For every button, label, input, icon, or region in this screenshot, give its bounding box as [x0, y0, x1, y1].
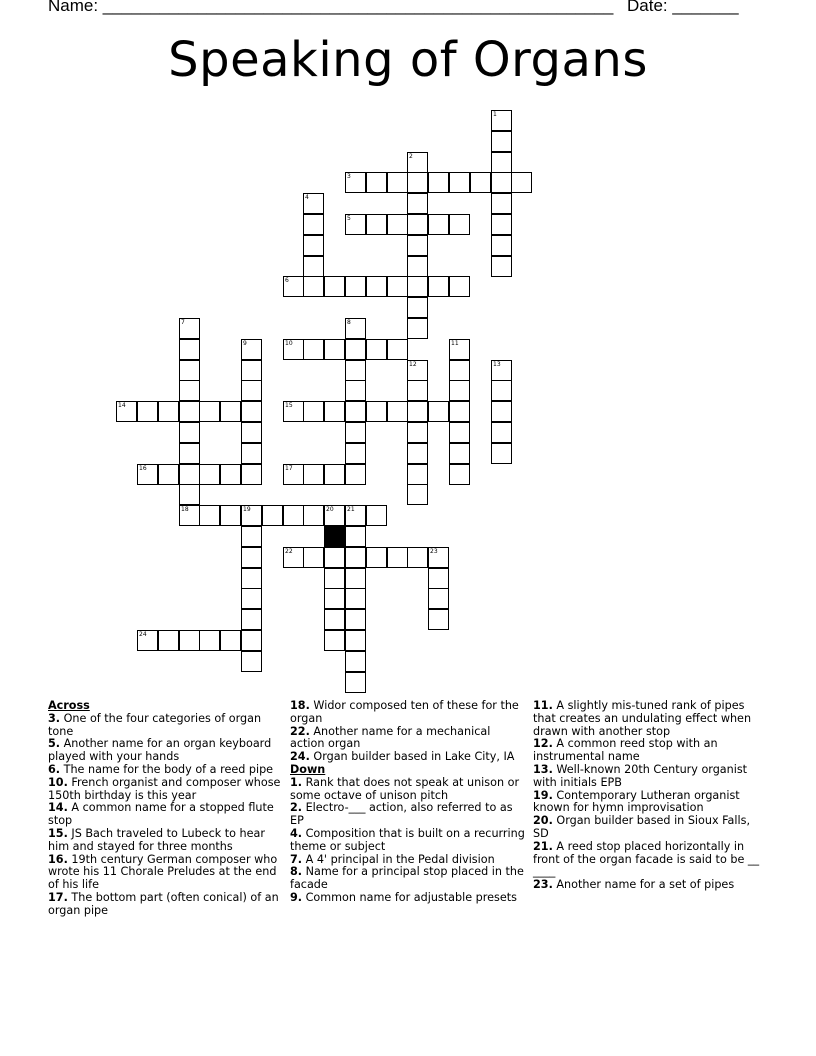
grid-cell[interactable]	[407, 235, 428, 256]
grid-cell[interactable]	[283, 276, 304, 297]
grid-cell[interactable]	[241, 339, 262, 360]
grid-cell[interactable]	[449, 339, 470, 360]
grid-cell[interactable]	[449, 464, 470, 485]
across-clue: 5. Another name for an organ keyboard played with your hands	[48, 737, 272, 764]
grid-cell[interactable]	[345, 422, 366, 443]
grid-cell[interactable]	[241, 505, 262, 526]
grid-cell[interactable]	[491, 235, 512, 256]
grid-cell[interactable]	[345, 401, 366, 422]
grid-cell[interactable]	[116, 401, 137, 422]
grid-cell[interactable]	[407, 360, 428, 381]
grid-cell[interactable]	[303, 547, 324, 568]
grid-cell[interactable]	[220, 464, 241, 485]
clue-number: 2	[409, 153, 413, 160]
clues-column-3	[533, 700, 769, 892]
grid-cell[interactable]	[345, 505, 366, 526]
clue-number: 14	[118, 402, 126, 409]
grid-cell[interactable]	[407, 172, 428, 193]
grid-cell[interactable]	[491, 422, 512, 443]
grid-cell[interactable]	[283, 339, 304, 360]
grid-cell[interactable]	[241, 609, 262, 630]
grid-cell[interactable]	[324, 630, 345, 651]
grid-cell[interactable]	[366, 505, 387, 526]
clue-number: 17	[285, 465, 293, 472]
across-clue: 24. Organ builder based in Lake City, IA	[290, 750, 515, 764]
grid-cell[interactable]	[449, 401, 470, 422]
grid-cell[interactable]	[428, 214, 449, 235]
down-clue: 20. Organ builder based in Sioux Falls, SD	[533, 814, 751, 840]
grid-cell[interactable]	[241, 526, 262, 547]
clue-number: 16	[139, 465, 147, 472]
clue-number: 5	[347, 215, 351, 222]
grid-cell[interactable]	[407, 401, 428, 422]
clue-number: 12	[409, 361, 417, 368]
grid-cell[interactable]	[407, 547, 428, 568]
clues-column-2	[290, 700, 526, 905]
down-heading: Down	[290, 762, 326, 776]
across-clue: 14. A common name for a stopped flute stop	[48, 801, 274, 828]
clue-number: 10	[285, 340, 293, 347]
down-clue: 7. A 4' principal in the Pedal division	[290, 852, 495, 866]
grid-cell[interactable]	[324, 568, 345, 589]
grid-cell[interactable]	[407, 276, 428, 297]
grid-cell[interactable]	[407, 318, 428, 339]
grid-cell[interactable]	[241, 547, 262, 568]
grid-cell[interactable]	[345, 443, 366, 464]
grid-cell[interactable]	[241, 443, 262, 464]
grid-cell[interactable]	[137, 630, 158, 651]
grid-cell[interactable]	[491, 380, 512, 401]
grid-cell[interactable]	[283, 464, 304, 485]
grid-cell[interactable]	[241, 380, 262, 401]
clue-number: 22	[285, 548, 293, 555]
grid-cell[interactable]	[491, 172, 512, 193]
across-clue: 3. One of the four categories of organ tone	[48, 711, 262, 738]
grid-cell[interactable]	[158, 464, 179, 485]
grid-cell[interactable]	[241, 360, 262, 381]
grid-cell[interactable]	[345, 672, 366, 693]
across-clue: 10. French organist and composer whose 150th birthday is this year	[48, 775, 281, 802]
clue-number: 20	[326, 506, 334, 513]
grid-cell[interactable]	[345, 630, 366, 651]
grid-cell[interactable]	[324, 609, 345, 630]
grid-cell[interactable]	[449, 422, 470, 443]
grid-cell[interactable]	[220, 505, 241, 526]
grid-cell[interactable]	[491, 401, 512, 422]
grid-cell[interactable]	[262, 505, 283, 526]
grid-cell[interactable]	[241, 568, 262, 589]
grid-cell[interactable]	[220, 401, 241, 422]
grid-cell[interactable]	[345, 568, 366, 589]
grid-cell[interactable]	[345, 588, 366, 609]
clue-number: 21	[347, 506, 355, 513]
clue-number: 6	[285, 277, 289, 284]
grid-cell[interactable]	[491, 360, 512, 381]
across-clue: 18. Widor composed ten of these for the organ	[290, 699, 519, 725]
grid-cell[interactable]	[449, 360, 470, 381]
grid-cell[interactable]	[303, 214, 324, 235]
grid-cell[interactable]	[324, 505, 345, 526]
grid-cell[interactable]	[303, 505, 324, 526]
grid-cell[interactable]	[387, 214, 408, 235]
down-clue: 19. Contemporary Lutheran organist known for hymn improvisation	[533, 788, 740, 815]
grid-cell[interactable]	[345, 609, 366, 630]
clue-number: 8	[347, 319, 351, 326]
across-heading: Across	[48, 699, 90, 712]
clue-number: 9	[243, 340, 247, 347]
down-clue: 11. A slightly mis-tuned rank of pipes that creates an undulating effect when drawn with another stop	[533, 699, 752, 738]
clue-number: 7	[181, 319, 185, 326]
grid-cell[interactable]	[241, 588, 262, 609]
grid-cell[interactable]	[387, 172, 408, 193]
grid-cell[interactable]	[407, 464, 428, 485]
grid-cell[interactable]	[387, 401, 408, 422]
down-clue: 23. Another name for a set of pipes	[533, 878, 735, 892]
grid-cell[interactable]	[345, 318, 366, 339]
grid-cell[interactable]	[428, 276, 449, 297]
down-clue: 13. Well-known 20th Century organist with initials EPB	[533, 762, 748, 789]
grid-cell[interactable]	[491, 131, 512, 152]
grid-cell[interactable]	[324, 547, 345, 568]
down-clue: 4. Composition that is built on a recurring theme or subject	[290, 826, 525, 853]
grid-cell[interactable]	[387, 276, 408, 297]
down-clue: 2. Electro-___ action, also referred to as EP	[290, 801, 513, 828]
grid-cell[interactable]	[179, 464, 200, 485]
grid-cell[interactable]	[407, 422, 428, 443]
grid-cell[interactable]	[283, 547, 304, 568]
clue-number: 4	[305, 194, 309, 201]
grid-cell[interactable]	[366, 276, 387, 297]
grid-cell[interactable]	[428, 568, 449, 589]
grid-cell[interactable]	[179, 318, 200, 339]
grid-cell[interactable]	[345, 172, 366, 193]
grid-cell[interactable]	[179, 401, 200, 422]
grid-cell[interactable]	[303, 256, 324, 277]
grid-cell[interactable]	[179, 339, 200, 360]
grid-cell[interactable]	[491, 110, 512, 131]
grid-cell[interactable]	[407, 214, 428, 235]
grid-cell[interactable]	[137, 401, 158, 422]
grid-cell[interactable]	[241, 651, 262, 672]
grid-cell[interactable]	[449, 214, 470, 235]
black-square	[324, 526, 345, 547]
grid-cell[interactable]	[158, 630, 179, 651]
grid-cell[interactable]	[303, 193, 324, 214]
across-clue: 15. JS Bach traveled to Lubeck to hear him and stayed for three months	[48, 826, 265, 853]
grid-cell[interactable]	[407, 193, 428, 214]
grid-cell[interactable]	[303, 339, 324, 360]
grid-cell[interactable]	[324, 339, 345, 360]
grid-cell[interactable]	[428, 588, 449, 609]
grid-cell[interactable]	[491, 214, 512, 235]
grid-cell[interactable]	[407, 484, 428, 505]
grid-cell[interactable]	[428, 172, 449, 193]
grid-cell[interactable]	[491, 256, 512, 277]
grid-cell[interactable]	[303, 401, 324, 422]
grid-cell[interactable]	[345, 214, 366, 235]
grid-cell[interactable]	[241, 401, 262, 422]
grid-cell[interactable]	[179, 630, 200, 651]
grid-cell[interactable]	[303, 464, 324, 485]
grid-cell[interactable]	[179, 484, 200, 505]
clue-number: 18	[181, 506, 189, 513]
clue-number: 23	[430, 548, 438, 555]
grid-cell[interactable]	[387, 547, 408, 568]
grid-cell[interactable]	[449, 443, 470, 464]
grid-cell[interactable]	[491, 152, 512, 173]
grid-cell[interactable]	[491, 193, 512, 214]
grid-cell[interactable]	[179, 443, 200, 464]
grid-cell[interactable]	[491, 443, 512, 464]
grid-cell[interactable]	[158, 401, 179, 422]
grid-cell[interactable]	[179, 380, 200, 401]
grid-cell[interactable]	[199, 401, 220, 422]
grid-cell[interactable]	[199, 464, 220, 485]
name-field-label: Name: ______________________________________________________	[48, 0, 614, 15]
across-clue: 16. 19th century German composer who wrote his 11 Chorale Preludes at the end of his life	[48, 852, 278, 892]
down-clue: 1. Rank that does not speak at unison or some octave of unison pitch	[290, 775, 520, 802]
date-field-label: Date: _______	[627, 0, 739, 15]
grid-cell[interactable]	[366, 172, 387, 193]
across-clue: 6. The name for the body of a reed pipe	[48, 762, 274, 776]
grid-cell[interactable]	[324, 588, 345, 609]
across-clue: 17. The bottom part (often conical) of an organ pipe	[48, 890, 279, 917]
grid-cell[interactable]	[366, 214, 387, 235]
grid-cell[interactable]	[407, 380, 428, 401]
down-clue: 8. Name for a principal stop placed in the facade	[290, 865, 524, 892]
clue-number: 19	[243, 506, 251, 513]
grid-cell[interactable]	[387, 339, 408, 360]
grid-cell[interactable]	[345, 547, 366, 568]
page-title: Speaking of Organs	[168, 32, 648, 88]
grid-cell[interactable]	[345, 339, 366, 360]
grid-cell[interactable]	[345, 464, 366, 485]
grid-cell[interactable]	[199, 630, 220, 651]
grid-cell[interactable]	[449, 276, 470, 297]
grid-cell[interactable]	[407, 256, 428, 277]
down-clue: 9. Common name for adjustable presets	[290, 890, 517, 904]
grid-cell[interactable]	[345, 276, 366, 297]
grid-cell[interactable]	[324, 464, 345, 485]
grid-cell[interactable]	[179, 422, 200, 443]
grid-cell[interactable]	[407, 443, 428, 464]
grid-cell[interactable]	[303, 235, 324, 256]
grid-cell[interactable]	[241, 630, 262, 651]
clue-number: 1	[493, 111, 497, 118]
grid-cell[interactable]	[449, 380, 470, 401]
grid-cell[interactable]	[345, 380, 366, 401]
clue-number: 3	[347, 173, 351, 180]
grid-cell[interactable]	[449, 172, 470, 193]
grid-cell[interactable]	[366, 547, 387, 568]
grid-cell[interactable]	[179, 505, 200, 526]
grid-cell[interactable]	[407, 297, 428, 318]
clue-number: 13	[493, 361, 501, 368]
clues-column-1	[48, 700, 284, 918]
grid-cell[interactable]	[407, 152, 428, 173]
grid-cell[interactable]	[511, 172, 532, 193]
grid-cell[interactable]	[345, 526, 366, 547]
grid-cell[interactable]	[366, 339, 387, 360]
grid-cell[interactable]	[428, 547, 449, 568]
grid-cell[interactable]	[345, 360, 366, 381]
down-clue: 12. A common reed stop with an instrumental name	[533, 737, 718, 764]
grid-cell[interactable]	[366, 401, 387, 422]
grid-cell[interactable]	[241, 422, 262, 443]
grid-cell[interactable]	[470, 172, 491, 193]
clue-number: 11	[451, 340, 459, 347]
grid-cell[interactable]	[179, 360, 200, 381]
grid-cell[interactable]	[137, 464, 158, 485]
grid-cell[interactable]	[241, 464, 262, 485]
down-clue: 21. A reed stop placed horizontally in front of the organ facade is said to be __ ____	[533, 839, 760, 879]
grid-cell[interactable]	[324, 276, 345, 297]
grid-cell[interactable]	[345, 651, 366, 672]
grid-cell[interactable]	[428, 401, 449, 422]
across-clue: 22. Another name for a mechanical action organ	[290, 724, 491, 751]
grid-cell[interactable]	[199, 505, 220, 526]
clue-number: 15	[285, 402, 293, 409]
grid-cell[interactable]	[428, 609, 449, 630]
grid-cell[interactable]	[303, 276, 324, 297]
grid-cell[interactable]	[283, 401, 304, 422]
grid-cell[interactable]	[324, 401, 345, 422]
grid-cell[interactable]	[220, 630, 241, 651]
grid-cell[interactable]	[283, 505, 304, 526]
clue-number: 24	[139, 631, 147, 638]
